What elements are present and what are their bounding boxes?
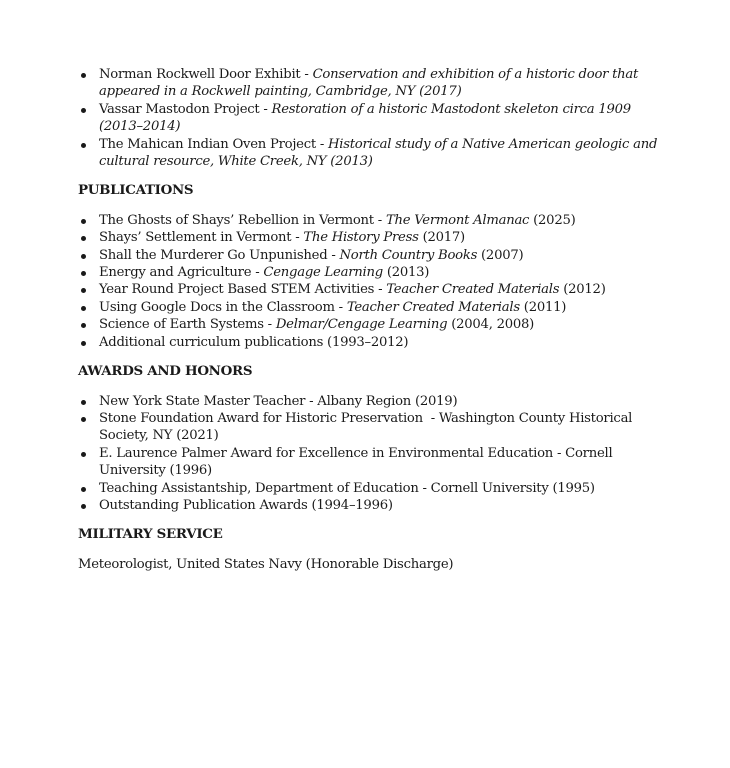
project-title: Vassar Mastodon Project - [99,101,272,117]
publication-title: Year Round Project Based STEM Activities - [99,282,387,298]
publication-publisher: North Country Books [339,247,478,263]
publication-title: Energy and Agriculture - [99,265,264,281]
publication-title: Shall the Murderer Go Unpunished - [99,247,340,263]
publication-year: (2012) [559,282,606,298]
publication-publisher: The History Press [303,230,419,246]
award-text: Teaching Assistantship, Department of Education - Cornell University (1995) [99,480,595,496]
resume-page [78,66,668,573]
publication-publisher: Cengage Learning [263,265,383,281]
list-item [78,212,668,229]
project-detail: Historical study of a Native American geologic and cultural resource, White Creek, NY (2013) [99,136,658,170]
award-text: E. Laurence Palmer Award for Excellence in Environmental Education - Cornell University (1996) [99,445,613,479]
project-detail: Restoration of a historic Mastodont skeleton circa 1909 (2013–2014) [99,101,631,135]
publication-title: Using Google Docs in the Classroom - [99,299,347,315]
list-item [78,334,668,351]
publication-publisher: The Vermont Almanac [385,212,530,228]
publication-publisher: Teacher Created Materials [386,282,560,298]
publication-title: Additional curriculum publications (1993–2012) [99,334,409,350]
list-item [78,281,668,298]
publication-publisher: Delmar/Cengage Learning [275,317,448,333]
project-detail: Conservation and exhibition of a historic door that appeared in a Rockwell painting, Cambridge, NY (2017) [99,67,639,100]
list-item [78,66,668,101]
publication-year: (2011) [519,299,567,315]
publications-heading: PUBLICATIONS [78,182,194,199]
list-item [78,136,668,171]
list-item [78,497,668,514]
publication-title: The Ghosts of Shays’ Rebellion in Vermont - [99,212,386,228]
publication-year: (2017) [418,230,465,246]
military-service-text: Meteorologist, United States Navy (Honorable Discharge) [78,556,454,572]
publication-year: (2025) [529,212,576,228]
list-item [78,101,668,136]
list-item [78,229,668,246]
list-item [78,316,668,333]
project-title: The Mahican Indian Oven Project - [99,136,328,152]
projects-list [78,66,668,170]
list-item [78,480,668,497]
award-text: Stone Foundation Award for Historic Preservation - Washington County Historical Society, NY (2021) [99,410,637,444]
award-text: Outstanding Publication Awards (1994–1996) [99,497,393,513]
publication-title: Science of Earth Systems - [99,317,276,333]
publication-year: (2013) [382,265,430,281]
publication-year: (2007) [477,247,524,263]
list-item [78,393,668,410]
list-item [78,410,668,445]
list-item [78,264,668,281]
list-item [78,247,668,264]
publication-publisher: Teacher Created Materials [346,299,520,315]
list-item [78,299,668,316]
awards-heading: AWARDS AND HONORS [78,363,253,380]
military-heading: MILITARY SERVICE [78,526,223,543]
awards-list [78,393,668,515]
publication-year: (2004, 2008) [447,317,535,333]
publication-title: Shays’ Settlement in Vermont - [99,230,304,246]
award-text: New York State Master Teacher - Albany Region (2019) [99,393,458,409]
publications-list [78,212,668,351]
list-item [78,445,668,480]
project-title: Norman Rockwell Door Exhibit - [99,67,313,82]
